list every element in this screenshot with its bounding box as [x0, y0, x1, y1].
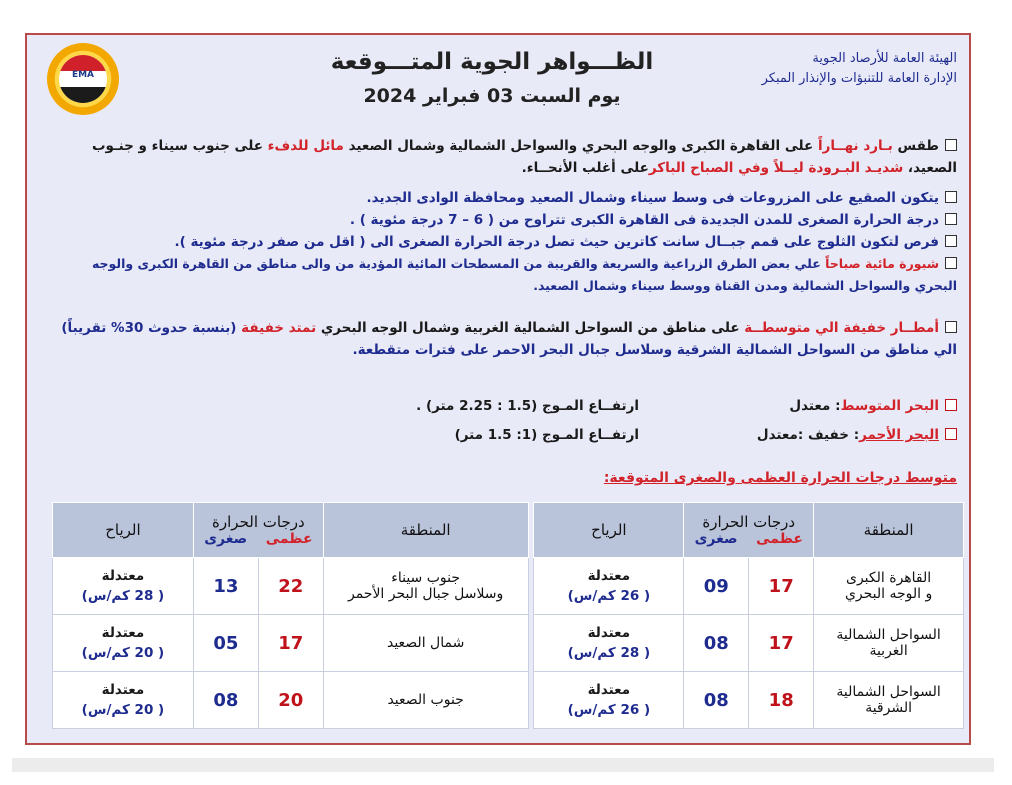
logo-text: EMA [71, 70, 95, 80]
org-line-1: الهيئة العامة للأرصاد الجوية [812, 51, 957, 66]
sea-red-label: البحر الأحمر [859, 427, 939, 443]
max-temp: 20 [258, 672, 323, 729]
max-temp: 17 [749, 558, 814, 615]
bulletin-title: الظـــواهر الجوية المتـــوقعة [330, 49, 654, 75]
sea-red-wave: ارتفــاع المـوج (1: 1.5 متر) [454, 427, 639, 443]
table-row [53, 558, 964, 615]
sea-med-wave: ارتفــاع المـوج (1.5 : 2.25 متر) . [416, 398, 639, 414]
min-temp: 05 [193, 615, 258, 672]
col-max: عظمى [756, 531, 803, 547]
bullet-new-cities: درجة الحرارة الصغرى للمدن الجديدة فى القاهرة الكبرى تتراوح من ( 6 – 7 درجة مئوية ) . [52, 209, 957, 231]
max-temp: 17 [258, 615, 323, 672]
max-temp: 22 [258, 558, 323, 615]
table-row [53, 672, 964, 729]
col-wind: الرياح [534, 503, 684, 558]
wind-cell: معتدلة ( 20 كم/س) [53, 672, 194, 729]
bullet-snow: فرص لتكون الثلوج على قمم جبــال سانت كاترين حيث تصل درجة الحرارة الصغرى الى ( اقل من صفر درجة مئوية ). [52, 231, 957, 253]
min-temp: 09 [684, 558, 749, 615]
col-max-2: عظمى [265, 531, 313, 547]
ema-logo [47, 43, 119, 115]
col-temp: درجات الحرارة عظمى صغرى [684, 503, 814, 558]
page-shadow [12, 758, 994, 772]
sea-med-state: : معتدل [789, 398, 841, 414]
checkbox-icon [945, 191, 957, 203]
wind-cell: معتدلة ( 26 كم/س) [534, 672, 684, 729]
sea-med-label: البحر المتوسط [840, 398, 939, 414]
region-cell: جنوب الصعيد [323, 672, 528, 729]
min-temp: 08 [684, 615, 749, 672]
bullet-frost: يتكون الصقيع على المزروعات فى وسط سيناء وشمال الصعيد ومحافظة الوادى الجديد. [52, 187, 957, 209]
col-temp-2: درجات الحرارة عظمى صغرى [193, 503, 323, 558]
min-temp: 08 [684, 672, 749, 729]
wind-cell: معتدلة ( 28 كم/س) [534, 615, 684, 672]
bullet-weather: طقس بـارد نهــاراً على القاهرة الكبرى والوجه البحري والسواحل الشمالية وشمال الصعيد مائل للدفء على جنوب سيناء و جنـوب الصعيد، شديـد البـرودة ليــلاً وفي الصباح الباكرعلى أغلب الأنحــاء. [91, 138, 957, 176]
col-min: صغرى [694, 531, 738, 547]
bullet-fog: شبورة مائية صباحاً علي بعض الطرق الزراعية والسريعة والقريبة من المسطحات المائية المؤدية من والى مناطق من القاهرة الكبرى والوجه البحري والسواحل الشمالية ومدن القناة ووسط سيناء وشمال الصعيد. [91, 256, 957, 293]
region-cell: شمال الصعيد [323, 615, 528, 672]
table-header-row [53, 503, 964, 558]
bullet-rain: أمطــار خفيفة الي متوسطــة على مناطق من السواحل الشمالية الغربية وشمال الوجه البحري تمتد خفيفة (بنسبة حدوث 30% تقريباً) الي مناطق من السواحل الشمالية الشرقية وسلاسل جبال البحر الاحمر على فترات متقطعة. [61, 320, 957, 358]
org-line-2: الإدارة العامة للتنبؤات والإنذار المبكر [761, 71, 957, 86]
region-cell: جنوب سيناء وسلاسل جبال البحر الأحمر [323, 558, 528, 615]
region-cell: السواحل الشمالية الشرقية [814, 672, 964, 729]
wind-cell: معتدلة ( 28 كم/س) [53, 558, 194, 615]
col-wind-2: الرياح [53, 503, 194, 558]
sea-red [757, 424, 957, 446]
bulletin-date: يوم السبت 03 فبراير 2024 [363, 85, 621, 107]
checkbox-icon [945, 428, 957, 440]
region-cell: السواحل الشمالية الغربية [814, 615, 964, 672]
temperature-table [52, 502, 964, 729]
checkbox-icon [945, 139, 957, 151]
checkbox-icon [945, 235, 957, 247]
min-temp: 13 [193, 558, 258, 615]
col-region: المنطقة [814, 503, 964, 558]
col-min-2: صغرى [204, 531, 248, 547]
table-title: متوسط درجات الحرارة العظمى والصغرى المتوقعة: [603, 470, 957, 486]
organization-name [717, 49, 957, 89]
checkbox-icon [945, 257, 957, 269]
min-temp: 08 [193, 672, 258, 729]
region-cell: القاهرة الكبرى و الوجه البحري [814, 558, 964, 615]
col-region-2: المنطقة [323, 503, 528, 558]
checkbox-icon [945, 399, 957, 411]
wind-cell: معتدلة ( 20 كم/س) [53, 615, 194, 672]
max-temp: 18 [749, 672, 814, 729]
checkbox-icon [945, 213, 957, 225]
bulletin-frame [25, 33, 971, 745]
sea-med [789, 395, 957, 417]
checkbox-icon [945, 321, 957, 333]
max-temp: 17 [749, 615, 814, 672]
sea-red-state: : خفيف :معتدل [756, 427, 860, 443]
wind-cell: معتدلة ( 26 كم/س) [534, 558, 684, 615]
table-row [53, 615, 964, 672]
